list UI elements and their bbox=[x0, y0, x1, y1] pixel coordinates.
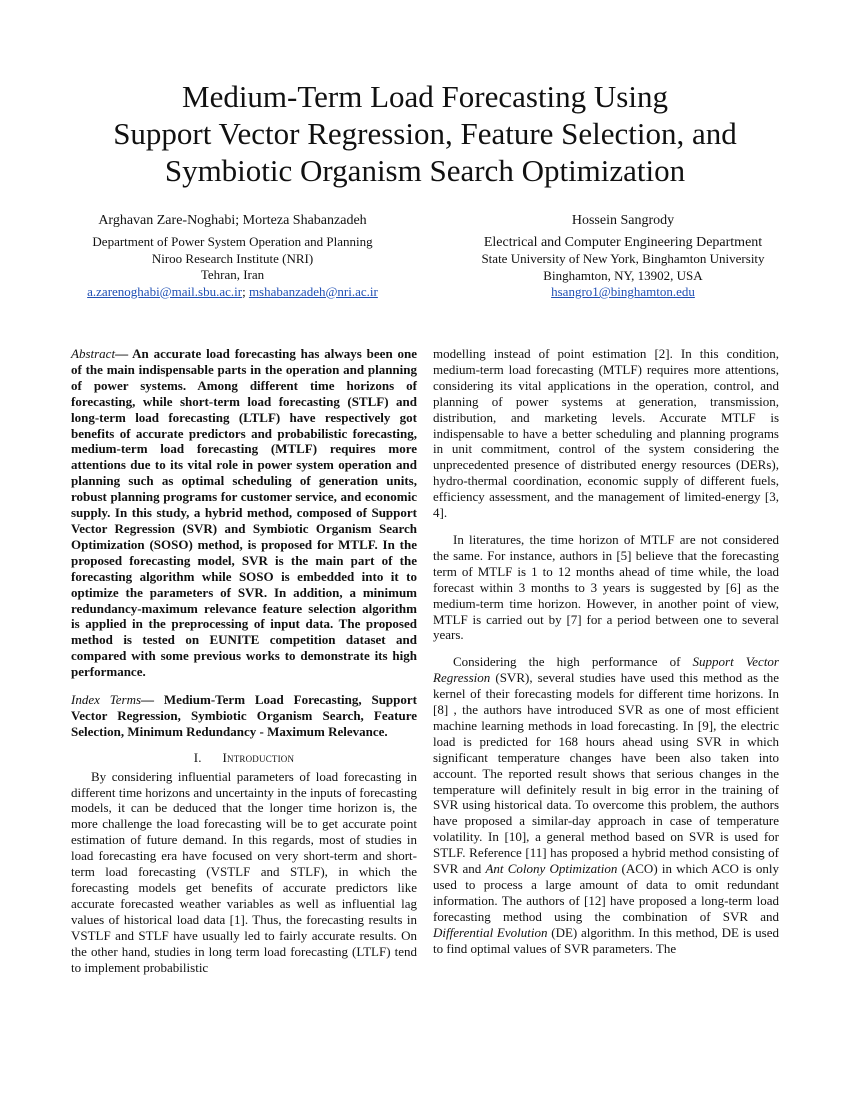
abstract bbox=[71, 346, 417, 680]
affiliation-line: Binghamton, NY, 13902, USA bbox=[543, 267, 703, 283]
affiliation-line: State University of New York, Binghamton University bbox=[481, 251, 765, 266]
email-link[interactable]: hsangro1@binghamton.edu bbox=[551, 284, 695, 299]
email-link[interactable]: a.zarenoghabi@mail.sbu.ac.ir bbox=[87, 283, 243, 299]
body-paragraph bbox=[433, 654, 779, 956]
text-run: (DE) algorithm. In this method, DE is used to find optimal values of SVR parameters. The bbox=[433, 924, 779, 956]
affiliation-line: Niroo Research Institute (NRI) bbox=[151, 250, 314, 266]
author-emails-left bbox=[55, 284, 410, 301]
body-paragraph: In literatures, the time horizon of MTLF are not considered the same. For instance, authors in [5] believe that the forecasting term of MTLF is 1 to 12 months ahead of time while, the load forecast within 3 months to 3 years is suggested by [6] as the medium-term time horizon. However, in another point of view, MTLF is carried out by [7] for a period between one to several years. bbox=[433, 531, 779, 643]
title-line-3: Symbiotic Organism Search Optimization bbox=[164, 153, 686, 188]
paper-title bbox=[40, 78, 810, 189]
section-heading bbox=[71, 750, 417, 766]
affiliation-department: Electrical and Computer Engineering Department bbox=[483, 235, 763, 250]
author-block-right bbox=[458, 212, 788, 301]
section-title: Introduction bbox=[222, 749, 295, 765]
index-terms-text: — Medium-Term Load Forecasting, Support Vector Regression, Symbiotic Organism Search, Feature Selection, Minimum Redundancy - Maximum Relevance. bbox=[71, 692, 417, 739]
title-line-1: Medium-Term Load Forecasting Using bbox=[182, 79, 668, 114]
intro-paragraph: By considering influential parameters of load forecasting in different time horizons and uncertainty in the inputs of forecasting models, it can be deduced that the longer time horizon is, the more challenge the load forecasting will be to get accurate point estimation of future demand. In this regards, most of studies in load forecasting era have focused on very short-term and short- term load forecasting (VSTLF and STLF), in which the forecasting models get benefits of accurate predictors like accurate forecasted weather variables as well as influential lag values of historical load data [1]. Thus, the forecasting results in VSTLF and STLF have usually led to fairly accurate results. On the other hand, studies in long term load forecasting (LTLF) tend to implement probabilistic bbox=[71, 768, 417, 975]
text-run: (SVR), several studies have used this method as the kernel of their forecasting models for different time horizons. In [8] , the authors have introduced SVR as one of most efficient machine learning methods in load forecasting. In [9], the electric load is predicted for 168 hours ahead using SVR in which significant temperature changes have been also taken into account. The reported result shows that serious changes in the temperature will definitely result in big error in the training of SVR using historical data. To overcome this problem, the authors have proposed a similar-day approach in case of temperature volatility. In [10], a general method based on SVR is used for STLF. Reference [11] has proposed a hybrid method consisting of SVR and bbox=[433, 670, 779, 877]
emphasis-term: Ant Colony Optimization bbox=[485, 861, 618, 877]
emphasis-term: Support Vector Regression bbox=[433, 654, 779, 686]
email-separator: ; bbox=[242, 283, 249, 299]
author-block-left bbox=[55, 212, 410, 300]
left-column bbox=[71, 346, 417, 975]
author-names-right: Hossein Sangrody bbox=[571, 213, 675, 228]
index-terms bbox=[71, 692, 417, 740]
body-paragraph: modelling instead of point estimation [2]. In this condition, medium-term load forecasting (MTLF) requires more attentions, considering its vital applications in the operation, control, and planning of power systems at generation, transmission, distribution, and marketing levels. Accurate MTLF is indispensable to have a better scheduling and planning programs in unit commitment, control of the system considering the unprecedented presence of distributed energy resources (DERs), hydro-thermal coordination, economic supply of different fuels, efficiency assessment, and the management of limited-energy [3, 4]. bbox=[433, 346, 779, 521]
author-names-left: Arghavan Zare-Noghabi; Morteza Shabanzadeh bbox=[98, 213, 367, 228]
affiliation-line: Tehran, Iran bbox=[200, 267, 265, 282]
section-number: I. bbox=[193, 749, 202, 765]
emphasis-term: Differential Evolution bbox=[433, 924, 548, 940]
right-column bbox=[433, 346, 779, 957]
abstract-lead: Abstract bbox=[71, 346, 116, 361]
affiliation-line: Department of Power System Operation and Planning bbox=[92, 234, 373, 249]
title-line-2: Support Vector Regression, Feature Selection, and bbox=[113, 116, 737, 151]
text-run: Considering the high performance of bbox=[453, 654, 693, 670]
email-link[interactable]: mshabanzadeh@nri.ac.ir bbox=[248, 283, 378, 299]
text-run: (ACO) in which ACO is only used to process a large amount of data to omit redundant information. The authors of [12] have proposed a long-term load forecasting method using the combination of SVR and bbox=[433, 861, 780, 924]
abstract-text: — An accurate load forecasting has always been one of the main indispensable parts in the operation and planning of power systems. Among different time horizons of forecasting, while short-term load forecasting (STLF) and long-term load forecasting (LTLF) have respectively got benefits of accurate predictors and probabilistic forecasting, medium-term load forecasting (MTLF) requires more attentions due to its vital role in power system operation and planning such as optimal scheduling of generation units, robust planning programs for customer service, and economic supply. In this study, a hybrid method, composed of Support Vector Regression (SVR) and Symbiotic Organism Search Optimization (SOSO) method, is proposed for MTLF. In the proposed forecasting model, SVR is the main part of the forecasting algorithm while SOSO is embedded into it to optimize the parameters of SVR. In addition, a minimum redundancy-maximum relevance feature selection algorithm is applied in the preprocessing of input data. The proposed method is tested on EUNITE competition dataset and compared with some previous works to demonstrate its high performance. bbox=[71, 346, 417, 680]
index-terms-lead: Index Terms bbox=[71, 692, 142, 708]
